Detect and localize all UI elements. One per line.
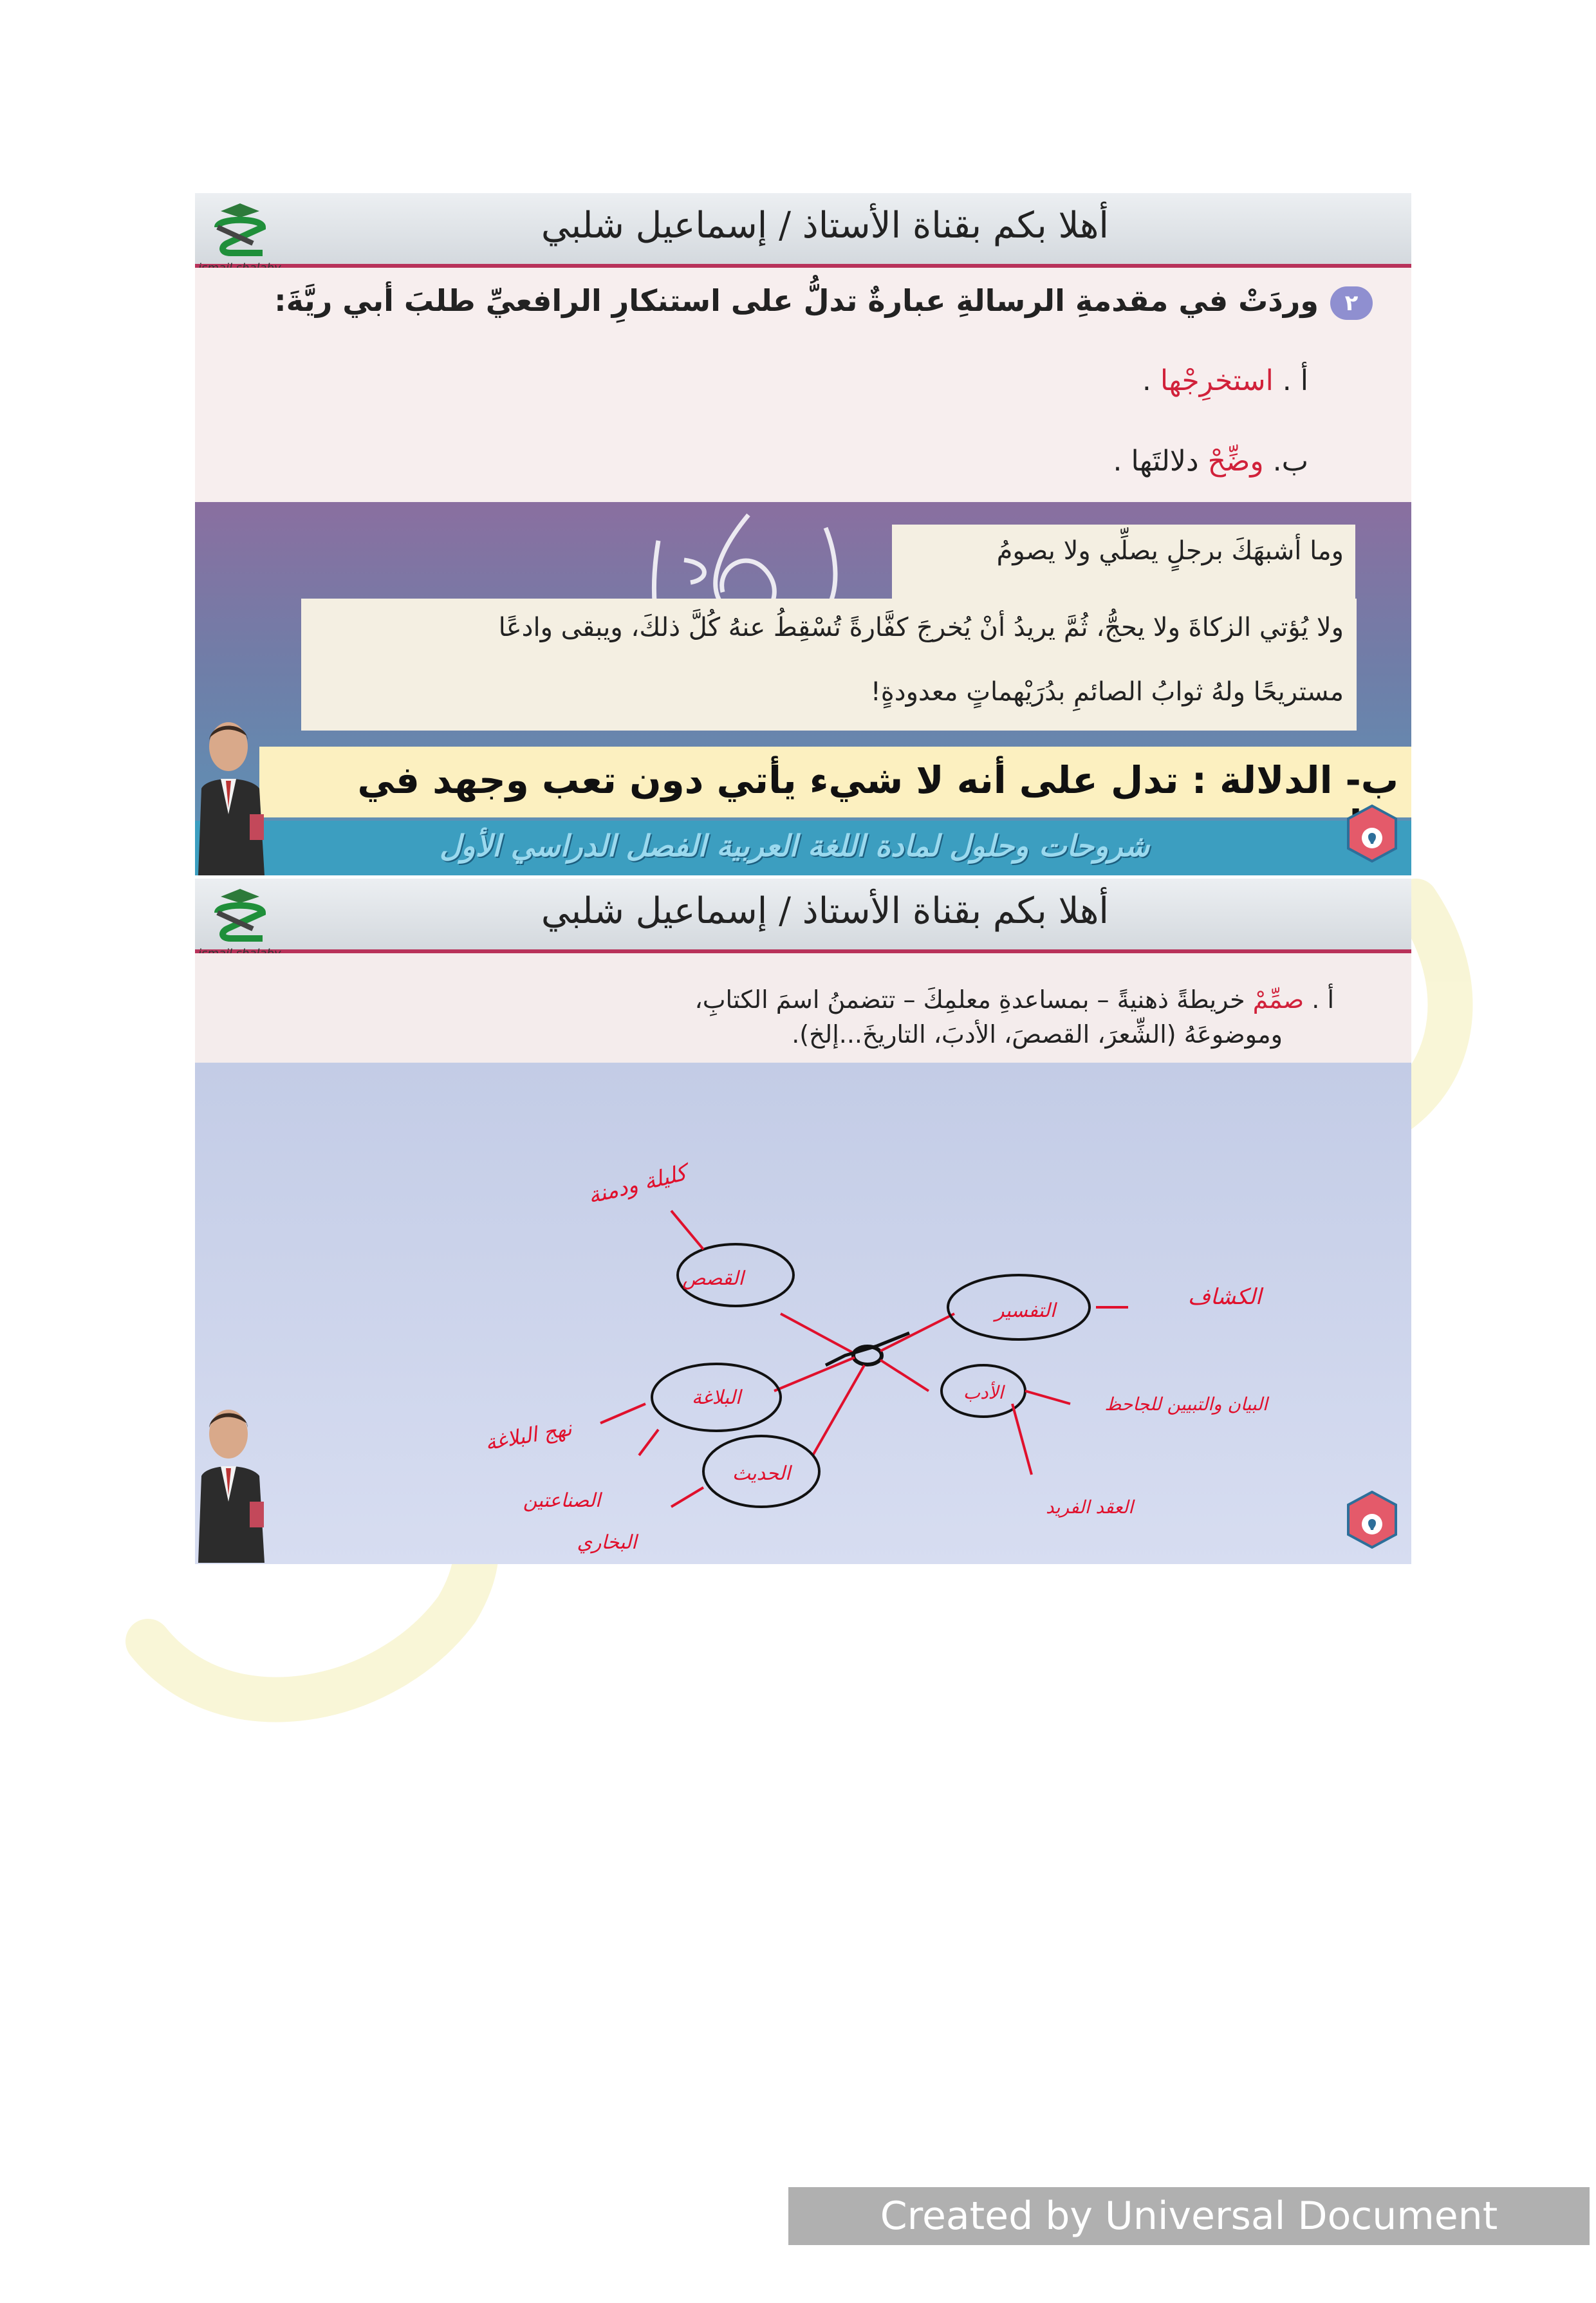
branch-adab: [880, 1360, 929, 1391]
quote-box-top: [892, 525, 1355, 599]
note-kalila: كليلة ودمنة: [585, 1160, 689, 1209]
mind-map: [195, 1063, 1411, 1564]
arrow-qasas-note: [671, 1211, 703, 1249]
node-label-qasas: القصص: [682, 1267, 744, 1290]
channel-logo-icon: [201, 198, 279, 256]
node-label-balagha: البلاغة: [691, 1386, 741, 1409]
channel-logo-icon: [201, 884, 279, 942]
branch-balagha: [774, 1357, 855, 1391]
footer-text: شروحات وحلول لمادة اللغة العربية الفصل الدراسي الأول: [440, 828, 1150, 863]
arrow-hadith-note: [671, 1487, 703, 1507]
activity-line-1: [694, 985, 1334, 1014]
answer-banner: [259, 747, 1411, 817]
converter-stamp: Created by Universal Document Converter: [788, 2187, 1590, 2245]
presenter-avatar: [195, 718, 266, 875]
note-nahj: نهج البلاغة: [483, 1415, 574, 1455]
answer-text: ب- الدلالة : تدل على أنه لا شيء يأتي دون تعب وجهد في: [357, 758, 1398, 802]
note-jahiz: البيان والتبيين للجاحظ: [1104, 1394, 1268, 1415]
note-iqd: العقد الفريد: [1046, 1496, 1133, 1518]
activity-area: [195, 953, 1411, 1063]
question-text: [274, 283, 1373, 320]
question-area: [195, 268, 1411, 502]
part-a-prefix: أ .: [1282, 364, 1308, 397]
presenter-avatar: [195, 1404, 266, 1564]
branch-tafsir: [880, 1314, 954, 1351]
activity-prefix: أ .: [1312, 985, 1334, 1014]
activity-rest: خريطةً ذهنيةً – بمساعدةِ معلمِكَ – تتضمنُ اسمَ الكتابِ،: [694, 985, 1245, 1014]
channel-badge-icon: [1347, 1491, 1397, 1549]
quote-box-main: [301, 599, 1357, 731]
branch-hadith: [813, 1365, 864, 1455]
quote-line-3: مستريحًا ولهُ ثوابُ الصائمِ بدُرَيْهماتٍ معدودةٍ!: [870, 677, 1344, 707]
activity-line-2: وموضوعَهُ (الشِّعرَ، القصصَ، الأدبَ، التاريخَ...إلخ).: [792, 1020, 1283, 1049]
part-b-verb: وضِّحْ: [1207, 445, 1264, 478]
note-bukhari: البخاري: [577, 1531, 637, 1554]
arrow-balagha-note-2: [639, 1430, 658, 1455]
node-label-adab: الأدب: [963, 1382, 1004, 1403]
arrow-balagha-note-1: [600, 1404, 645, 1423]
whiteboard: [195, 1063, 1411, 1564]
footer-banner: [195, 821, 1411, 875]
question-body: وردَتْ في مقدمةِ الرسالةِ عبارةٌ تدلُّ على استنكارِ الرافعيِّ طلبَ أبي ريَّةَ:: [274, 283, 1319, 318]
part-a-suffix: .: [1142, 364, 1151, 397]
video-frame: [195, 502, 1411, 875]
banner-title: أهلا بكم بقناة الأستاذ / إسماعيل شلبي: [541, 890, 1109, 932]
question-part-b: [1113, 445, 1308, 478]
note-kashshaf: الكشاف: [1187, 1284, 1262, 1310]
quote-line-1: وما أشبهَكَ برجلٍ يصلِّي ولا يصومُ: [996, 536, 1344, 566]
channel-banner: [195, 193, 1411, 268]
activity-verb: صمِّمْ: [1252, 985, 1304, 1014]
quote-line-2: ولا يُؤتي الزكاةَ ولا يحجُّ، ثُمَّ يريدُ أنْ يُخرجَ كفَّارةً تُسْقِطُ عنهُ كُلَّ ذلكَ، ويبقى وادعًا: [498, 613, 1344, 642]
question-part-a: [1142, 364, 1308, 397]
branch-qasas: [781, 1314, 855, 1354]
part-b-suffix: دلالتَها .: [1113, 445, 1199, 478]
lesson-screenshot-1: [195, 193, 1411, 875]
node-label-tafsir: التفسير: [994, 1300, 1056, 1322]
channel-banner: [195, 879, 1411, 953]
hub-stroke: [826, 1333, 909, 1365]
arrow-adab-note-2: [1012, 1404, 1032, 1475]
part-a-verb: استخرِجْها: [1160, 364, 1274, 397]
question-number-badge: ٢: [1330, 286, 1373, 320]
banner-title: أهلا بكم بقناة الأستاذ / إسماعيل شلبي: [541, 205, 1109, 247]
part-b-prefix: ب.: [1272, 445, 1308, 478]
lesson-screenshot-2: [195, 879, 1411, 1564]
arrow-adab-note-1: [1025, 1391, 1070, 1404]
node-label-hadith: الحديث: [732, 1462, 791, 1485]
channel-badge-icon: [1347, 805, 1397, 862]
note-sinaatayn: الصناعتين: [523, 1489, 601, 1512]
